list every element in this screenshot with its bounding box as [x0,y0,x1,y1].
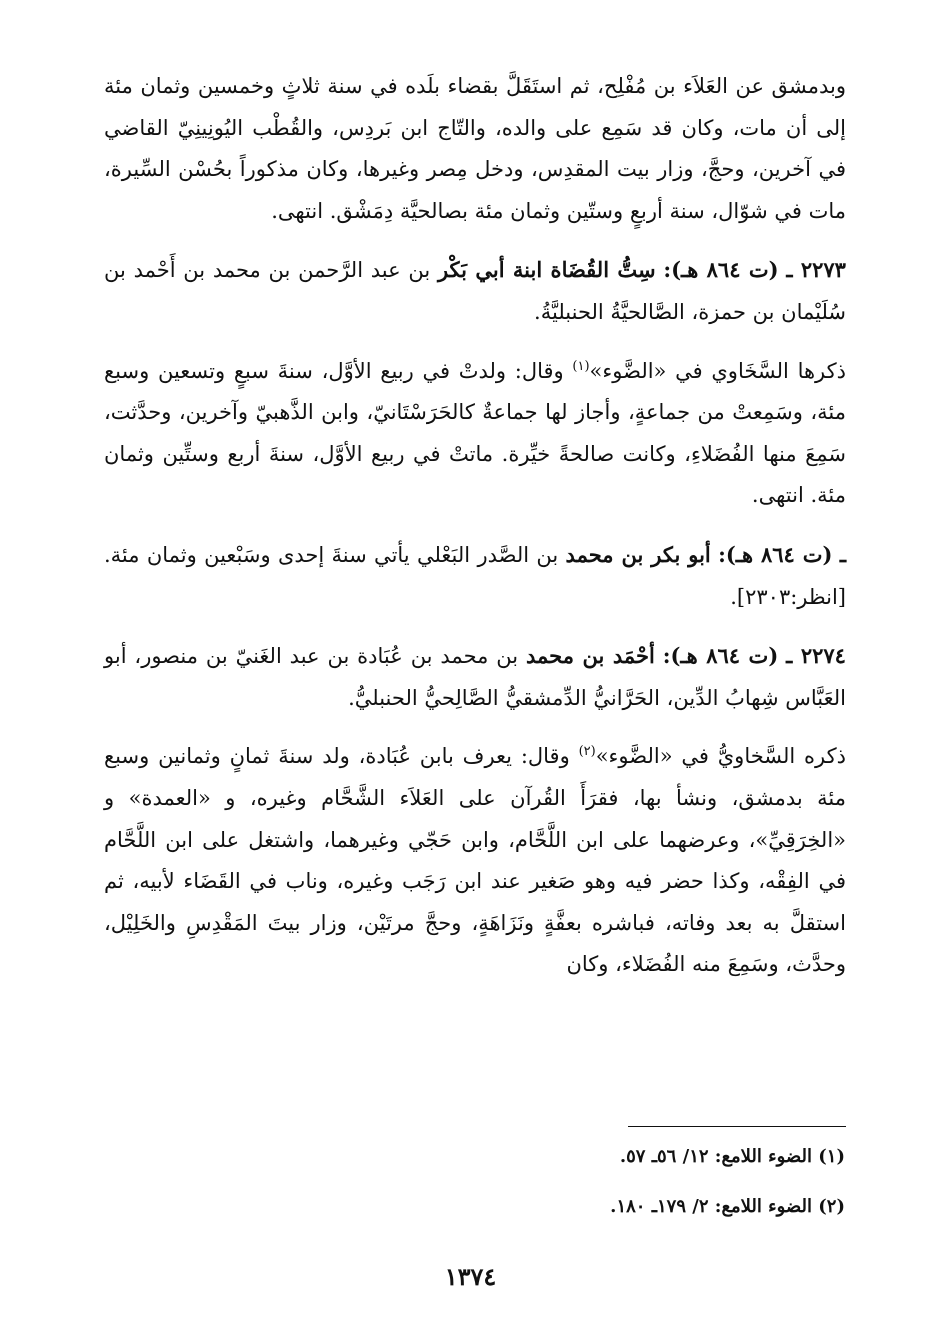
page-number: ١٣٧٤ [444,1262,497,1291]
entry-dash: ـ [839,541,846,567]
entry-2273 [104,249,846,333]
entry-name: أبو بكر بن محمد [565,541,711,567]
entry-cross-reference [104,534,846,618]
footnote-2: (٢) الضوء اللامع: ٢/ ١٧٩ـ ١٨٠. [610,1196,845,1217]
footnote-1: (١) الضوء اللامع: ١٢/ ٥٦ـ ٥٧. [619,1146,845,1167]
entry-number: ٢٢٧٣ ـ [786,257,846,283]
paragraph-text-start: ذكرها السَّخَاوي في «الضَّوء» [589,358,846,383]
entry-2274 [104,635,846,719]
footnote-ref-2: (٢) [578,744,596,760]
death-date: (ت ٨٦٤ هـ): [663,257,779,283]
entry-text: بن عبد الرَّحمن بن محمد بن أَحْمد بن سُلَيْمان بن حمزة، الصَّالحيَّةُ الحنبليَّةُ. [104,258,846,324]
entry-text: بن محمد بن عُبَادة بن عبد الغَنيّ بن منصور، أبو العَبَّاس شِهابُ الدِّين، الحَرَّانيُّ الدِّمشقيُّ الصَّالِحيُّ الحنبليُّ. [104,644,846,710]
death-date: (ت ٨٦٤ هـ): [718,541,833,567]
entry-text: بن الصَّدر البَعْلي يأتي سنةَ إحدى وسَبْعين وثمان مئة. [انظر:٢٣٠٣]. [104,542,846,609]
paragraph-2274-biography [104,736,846,986]
death-date: (ت ٨٦٤ هـ): [662,643,779,669]
footnote-divider [628,1126,846,1127]
entry-name: أحْمَد بن محمد [526,643,655,669]
paragraph-text-rest: وقال: ولدتْ في ربيع الأوَّل، سنةَ سبعٍ وتسعين وسبع مئة، وسَمِعتْ من جماعةٍ، وأجاز لها جماعةٌ كالحَرَسْتَانيّ، وابن الذَّهبيّ وآخرين، وحدَّثت، سَمِعَ منها الفُضَلاءِ، وكانت صالحةً خيِّرة. ماتتْ في ربيع الأوَّل، سنةَ أربع وستِّين وثمان مئة. انتهى. [104,358,846,508]
main-text [104,66,846,986]
entry-name: سِتُّ القُضَاة ابنة أبي بَكْر [437,257,656,283]
paragraph-text-rest: وقال: يعرف بابن عُبَادة، ولد سنةَ ثمانٍ وثمانين وسبع مئة بدمشق، ونشأ بها، فقرَأَ القُرآن على العَلاَء الشَّحَّام وغيره، و «العمدة» و «الخِرَقِيِّ»، وعرضهما على ابن اللَّحَّام، وابن حَجّي وغيرهما، واشتغل على ابن اللَّحَّام في الفِقْه، وكذا حضر فيه وهو صَغير عند ابن رَجَب وغيره، وناب في القَضَاء لأبيه، ثم استقلَّ به بعد وفاته، فباشره بعفَّةٍ ونَزَاهَةٍ، وحجَّ مرتَيْن، وزار بيتَ المَقْدِسِ والخَلِيْل، وحدَّث، وسَمِعَ منه الفُضَلاء، وكان [104,744,846,977]
paragraph-text-start: ذكره السَّخاويُّ في «الضَّوء» [595,744,846,769]
paragraph-continuation [104,66,846,232]
entry-number: ٢٢٧٤ ـ [786,643,846,669]
footnote-ref-1: (١) [572,358,590,374]
paragraph-2273-biography [104,351,846,517]
paragraph-text: وبدمشق عن العَلاَء بن مُفْلِح، ثم استَقَلَّ بقضاء بلَده في سنة ثلاثٍ وخمسين وثمان مئة إلى أن مات، وكان قد سَمِع على والده، والتّاج ابن بَردِس، والقُطْب اليُونِينِيّ القاضي في آخرين، وحجَّ، وزار بيت المقدِس، ودخل مِصر وغيرها، وكان مذكوراً بحُسْن السِّيرة، مات في شوّال، سنة أربعٍ وستّين وثمان مئة بصالحيَّة دِمَشْق. انتهى. [104,74,846,223]
